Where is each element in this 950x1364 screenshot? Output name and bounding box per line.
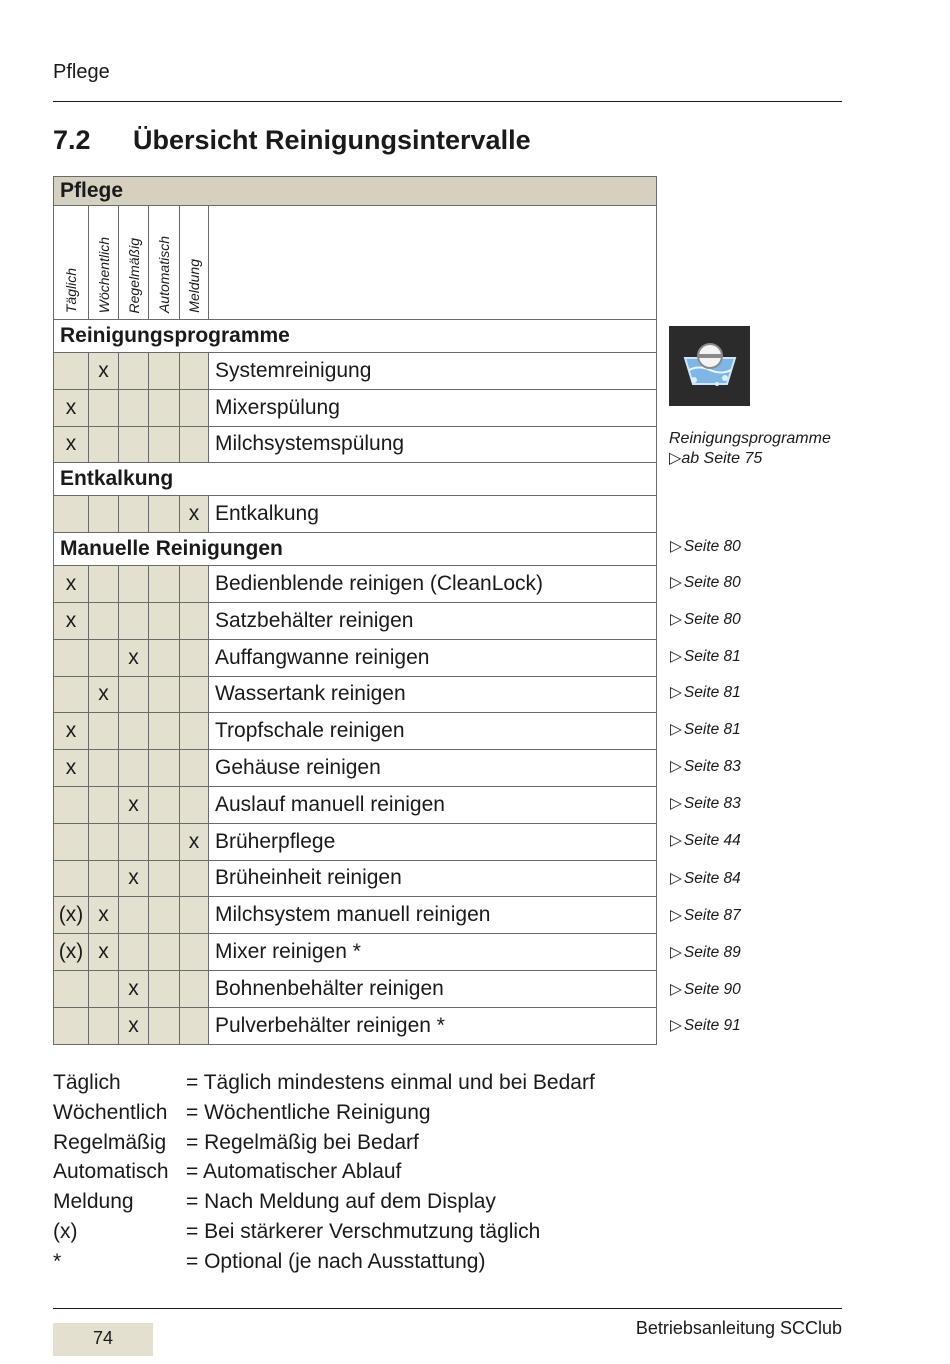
cleaning-programs-note (669, 429, 831, 469)
table-row (54, 1007, 657, 1044)
column-header-label: Meldung (186, 259, 202, 313)
interval-mark-cell (149, 496, 180, 533)
page-reference-text: Seite 44 (683, 832, 741, 849)
table-row (54, 823, 657, 860)
interval-mark-cell (149, 750, 180, 787)
interval-mark-cell: x (54, 750, 89, 787)
task-label: Satzbehälter reinigen (209, 602, 657, 639)
task-label: Wassertank reinigen (209, 676, 657, 713)
triangle-icon: ▷ (670, 832, 682, 849)
legend-definition: = Optional (je nach Ausstattung) (186, 1249, 486, 1273)
section-heading-cell: Entkalkung (54, 463, 657, 496)
task-label: Bedienblende reinigen (CleanLock) (209, 566, 657, 603)
interval-mark-cell (180, 860, 209, 897)
interval-mark-cell (119, 426, 149, 463)
table-row (54, 389, 657, 426)
legend-row (53, 1131, 595, 1161)
interval-mark-cell (149, 823, 180, 860)
interval-mark-cell: x (119, 970, 149, 1007)
interval-mark-cell (89, 639, 119, 676)
page-reference-text: Seite 84 (683, 870, 741, 887)
legend-term: * (53, 1249, 62, 1273)
interval-mark-cell (149, 639, 180, 676)
interval-mark-cell: (x) (54, 897, 89, 934)
interval-mark-cell: x (54, 389, 89, 426)
task-label: Entkalkung (209, 496, 657, 533)
interval-mark-cell (54, 353, 89, 390)
page-reference-text: Seite 83 (683, 795, 741, 812)
triangle-icon: ▷ (670, 795, 682, 812)
interval-mark-cell (89, 823, 119, 860)
task-label: Brüheinheit reinigen (209, 860, 657, 897)
interval-mark-cell (89, 750, 119, 787)
interval-mark-cell (180, 353, 209, 390)
interval-mark-cell (89, 389, 119, 426)
triangle-icon: ▷ (670, 870, 682, 887)
page-reference-link[interactable] (670, 757, 741, 776)
page-reference-text: Seite 81 (683, 648, 741, 665)
triangle-icon: ▷ (670, 611, 682, 628)
table-row (54, 713, 657, 750)
column-header-row (54, 206, 657, 320)
page-reference-text: Seite 80 (683, 611, 741, 628)
table-row (54, 602, 657, 639)
section-title: Übersicht Reinigungsintervalle (133, 125, 531, 155)
page-reference-link[interactable] (670, 869, 741, 888)
interval-mark-cell (180, 602, 209, 639)
section-heading (53, 125, 531, 156)
interval-mark-cell (180, 713, 209, 750)
interval-mark-cell (180, 750, 209, 787)
page-reference-link[interactable] (670, 683, 741, 702)
interval-mark-cell (119, 353, 149, 390)
interval-mark-cell (89, 713, 119, 750)
interval-mark-cell (149, 566, 180, 603)
interval-mark-cell (180, 389, 209, 426)
task-label: Brüherpflege (209, 823, 657, 860)
table-row (54, 934, 657, 971)
legend-row (53, 1220, 595, 1250)
table-row (54, 860, 657, 897)
interval-mark-cell (180, 426, 209, 463)
interval-mark-cell (149, 897, 180, 934)
interval-mark-cell (180, 786, 209, 823)
interval-mark-cell (149, 602, 180, 639)
interval-mark-cell (89, 970, 119, 1007)
page-reference-text: Seite 90 (683, 981, 741, 998)
interval-mark-cell (180, 934, 209, 971)
interval-mark-cell (89, 496, 119, 533)
page-reference-text: Seite 91 (683, 1017, 741, 1034)
triangle-icon: ▷ (670, 684, 682, 701)
table-row (54, 639, 657, 676)
page-reference-link[interactable] (670, 573, 741, 592)
task-label: Milchsystem manuell reinigen (209, 897, 657, 934)
interval-mark-cell (149, 786, 180, 823)
cleaning-interval-table (53, 176, 657, 1045)
legend-term: Regelmäßig (53, 1130, 167, 1154)
interval-mark-cell (54, 860, 89, 897)
interval-mark-cell: x (180, 823, 209, 860)
interval-mark-cell (119, 676, 149, 713)
triangle-icon: ▷ (670, 538, 682, 555)
interval-mark-cell (149, 1007, 180, 1044)
interval-mark-cell (119, 823, 149, 860)
note-page-ref[interactable] (669, 449, 831, 469)
interval-mark-cell (119, 897, 149, 934)
interval-mark-cell (54, 786, 89, 823)
triangle-icon: ▷ (670, 981, 682, 998)
legend-row (53, 1101, 595, 1131)
interval-mark-cell (180, 676, 209, 713)
section-row (54, 533, 657, 566)
interval-mark-cell (119, 713, 149, 750)
interval-mark-cell: x (89, 353, 119, 390)
legend-term: Wöchentlich (53, 1100, 168, 1124)
interval-mark-cell (180, 970, 209, 1007)
table-row (54, 676, 657, 713)
interval-mark-cell (149, 676, 180, 713)
triangle-icon: ▷ (670, 1017, 682, 1034)
page-reference-text: Seite 81 (683, 721, 741, 738)
interval-mark-cell: x (54, 602, 89, 639)
legend-term: (x) (53, 1219, 78, 1243)
interval-mark-cell: x (119, 860, 149, 897)
interval-mark-cell (89, 786, 119, 823)
page-reference-link[interactable] (670, 1016, 741, 1035)
page-reference-text: Seite 89 (683, 944, 741, 961)
interval-mark-cell (119, 496, 149, 533)
page-reference-link[interactable] (670, 906, 741, 925)
page-reference-link[interactable] (670, 980, 741, 999)
table-title-row (54, 177, 657, 206)
table-row (54, 970, 657, 1007)
page-reference-text: Seite 80 (683, 538, 741, 555)
page-reference-link[interactable] (670, 720, 741, 739)
page-reference-link[interactable] (670, 537, 741, 556)
interval-mark-cell (180, 1007, 209, 1044)
interval-mark-cell (149, 970, 180, 1007)
table-row (54, 750, 657, 787)
column-header-label: Wöchentlich (95, 236, 112, 313)
column-header (89, 206, 119, 320)
section-heading-cell: Manuelle Reinigungen (54, 533, 657, 566)
page-number: 74 (53, 1323, 153, 1356)
interval-mark-cell (54, 639, 89, 676)
triangle-icon: ▷ (670, 574, 682, 591)
header-blank-cell (209, 206, 657, 320)
section-row (54, 463, 657, 496)
table-title: Pflege (54, 177, 657, 206)
interval-mark-cell (149, 713, 180, 750)
interval-mark-cell (149, 860, 180, 897)
note-title: Reinigungsprogramme (669, 430, 831, 447)
page-reference-text: Seite 87 (683, 907, 741, 924)
triangle-icon: ▷ (670, 648, 682, 665)
task-label: Pulverbehälter reinigen * (209, 1007, 657, 1044)
interval-mark-cell (119, 566, 149, 603)
task-label: Auslauf manuell reinigen (209, 786, 657, 823)
page-reference-link[interactable] (670, 831, 741, 850)
legend-term: Täglich (53, 1071, 121, 1094)
task-label: Mixerspülung (209, 389, 657, 426)
interval-mark-cell (54, 1007, 89, 1044)
footer-rule (53, 1308, 842, 1309)
triangle-icon: ▷ (670, 721, 682, 738)
table-row (54, 496, 657, 533)
page-reference-link[interactable] (670, 610, 741, 629)
column-header (54, 206, 89, 320)
interval-mark-cell: x (119, 639, 149, 676)
interval-mark-cell: x (54, 426, 89, 463)
interval-mark-cell: x (119, 1007, 149, 1044)
interval-mark-cell (89, 602, 119, 639)
interval-mark-cell (54, 676, 89, 713)
interval-mark-cell: x (119, 786, 149, 823)
column-header-label: Automatisch (156, 235, 172, 313)
page-reference-text: Seite 81 (683, 684, 741, 701)
interval-mark-cell: x (89, 676, 119, 713)
legend-definition: = Bei stärkerer Verschmutzung täglich (186, 1219, 541, 1243)
interval-mark-cell (54, 970, 89, 1007)
task-label: Milchsystemspülung (209, 426, 657, 463)
interval-mark-cell (89, 1007, 119, 1044)
interval-mark-cell (149, 389, 180, 426)
triangle-icon: ▷ (670, 907, 682, 924)
interval-mark-cell: x (54, 566, 89, 603)
column-header (119, 206, 149, 320)
interval-mark-cell (180, 897, 209, 934)
cleaning-program-icon (669, 326, 750, 406)
legend-row (53, 1160, 595, 1190)
interval-mark-cell: x (89, 897, 119, 934)
column-header-label: Täglich (63, 267, 79, 313)
table-row (54, 786, 657, 823)
interval-mark-cell (89, 566, 119, 603)
interval-mark-cell: x (54, 713, 89, 750)
legend-definition: = Regelmäßig bei Bedarf (186, 1130, 419, 1154)
table-row (54, 353, 657, 390)
legend-definition: = Nach Meldung auf dem Display (186, 1190, 496, 1214)
legend-definition: = Wöchentliche Reinigung (186, 1100, 431, 1124)
column-header (149, 206, 180, 320)
legend-definition: = Täglich mindestens einmal und bei Bedarf (186, 1071, 595, 1094)
interval-mark-cell (149, 934, 180, 971)
interval-mark-cell: (x) (54, 934, 89, 971)
interval-mark-cell (119, 389, 149, 426)
task-label: Systemreinigung (209, 353, 657, 390)
header-rule (53, 101, 842, 102)
legend-row (53, 1190, 595, 1220)
interval-mark-cell (119, 602, 149, 639)
column-header (180, 206, 209, 320)
interval-mark-cell (119, 934, 149, 971)
page-reference-link[interactable] (670, 943, 741, 962)
running-head: Pflege (53, 61, 110, 83)
page-reference-text: Seite 80 (683, 574, 741, 591)
interval-mark-cell (180, 566, 209, 603)
legend-term: Automatisch (53, 1160, 169, 1184)
note-page-ref-text: ab Seite 75 (681, 450, 763, 467)
interval-mark-cell (54, 496, 89, 533)
triangle-icon: ▷ (670, 944, 682, 961)
interval-mark-cell (54, 823, 89, 860)
table-row (54, 566, 657, 603)
page-reference-link[interactable] (670, 794, 741, 813)
task-label: Gehäuse reinigen (209, 750, 657, 787)
table-row (54, 897, 657, 934)
legend-row (53, 1071, 595, 1101)
legend-term: Meldung (53, 1190, 134, 1214)
column-header-label: Regelmäßig (125, 237, 142, 313)
task-label: Tropfschale reinigen (209, 713, 657, 750)
section-row (54, 320, 657, 353)
legend-row (53, 1250, 595, 1280)
triangle-icon: ▷ (670, 758, 682, 775)
legend (53, 1071, 595, 1280)
section-heading-cell: Reinigungsprogramme (54, 320, 657, 353)
task-label: Auffangwanne reinigen (209, 639, 657, 676)
task-label: Mixer reinigen * (209, 934, 657, 971)
page-reference-link[interactable] (670, 647, 741, 666)
interval-mark-cell (180, 639, 209, 676)
interval-mark-cell (119, 750, 149, 787)
interval-mark-cell (149, 426, 180, 463)
footer-title: Betriebsanleitung SCClub (635, 1318, 842, 1338)
triangle-icon: ▷ (669, 450, 682, 467)
legend-definition: = Automatischer Ablauf (186, 1160, 402, 1184)
interval-mark-cell (149, 353, 180, 390)
interval-mark-cell: x (180, 496, 209, 533)
page-reference-text: Seite 83 (683, 758, 741, 775)
interval-mark-cell (89, 860, 119, 897)
interval-mark-cell: x (89, 934, 119, 971)
task-label: Bohnenbehälter reinigen (209, 970, 657, 1007)
table-row (54, 426, 657, 463)
interval-mark-cell (89, 426, 119, 463)
section-number: 7.2 (53, 125, 91, 155)
